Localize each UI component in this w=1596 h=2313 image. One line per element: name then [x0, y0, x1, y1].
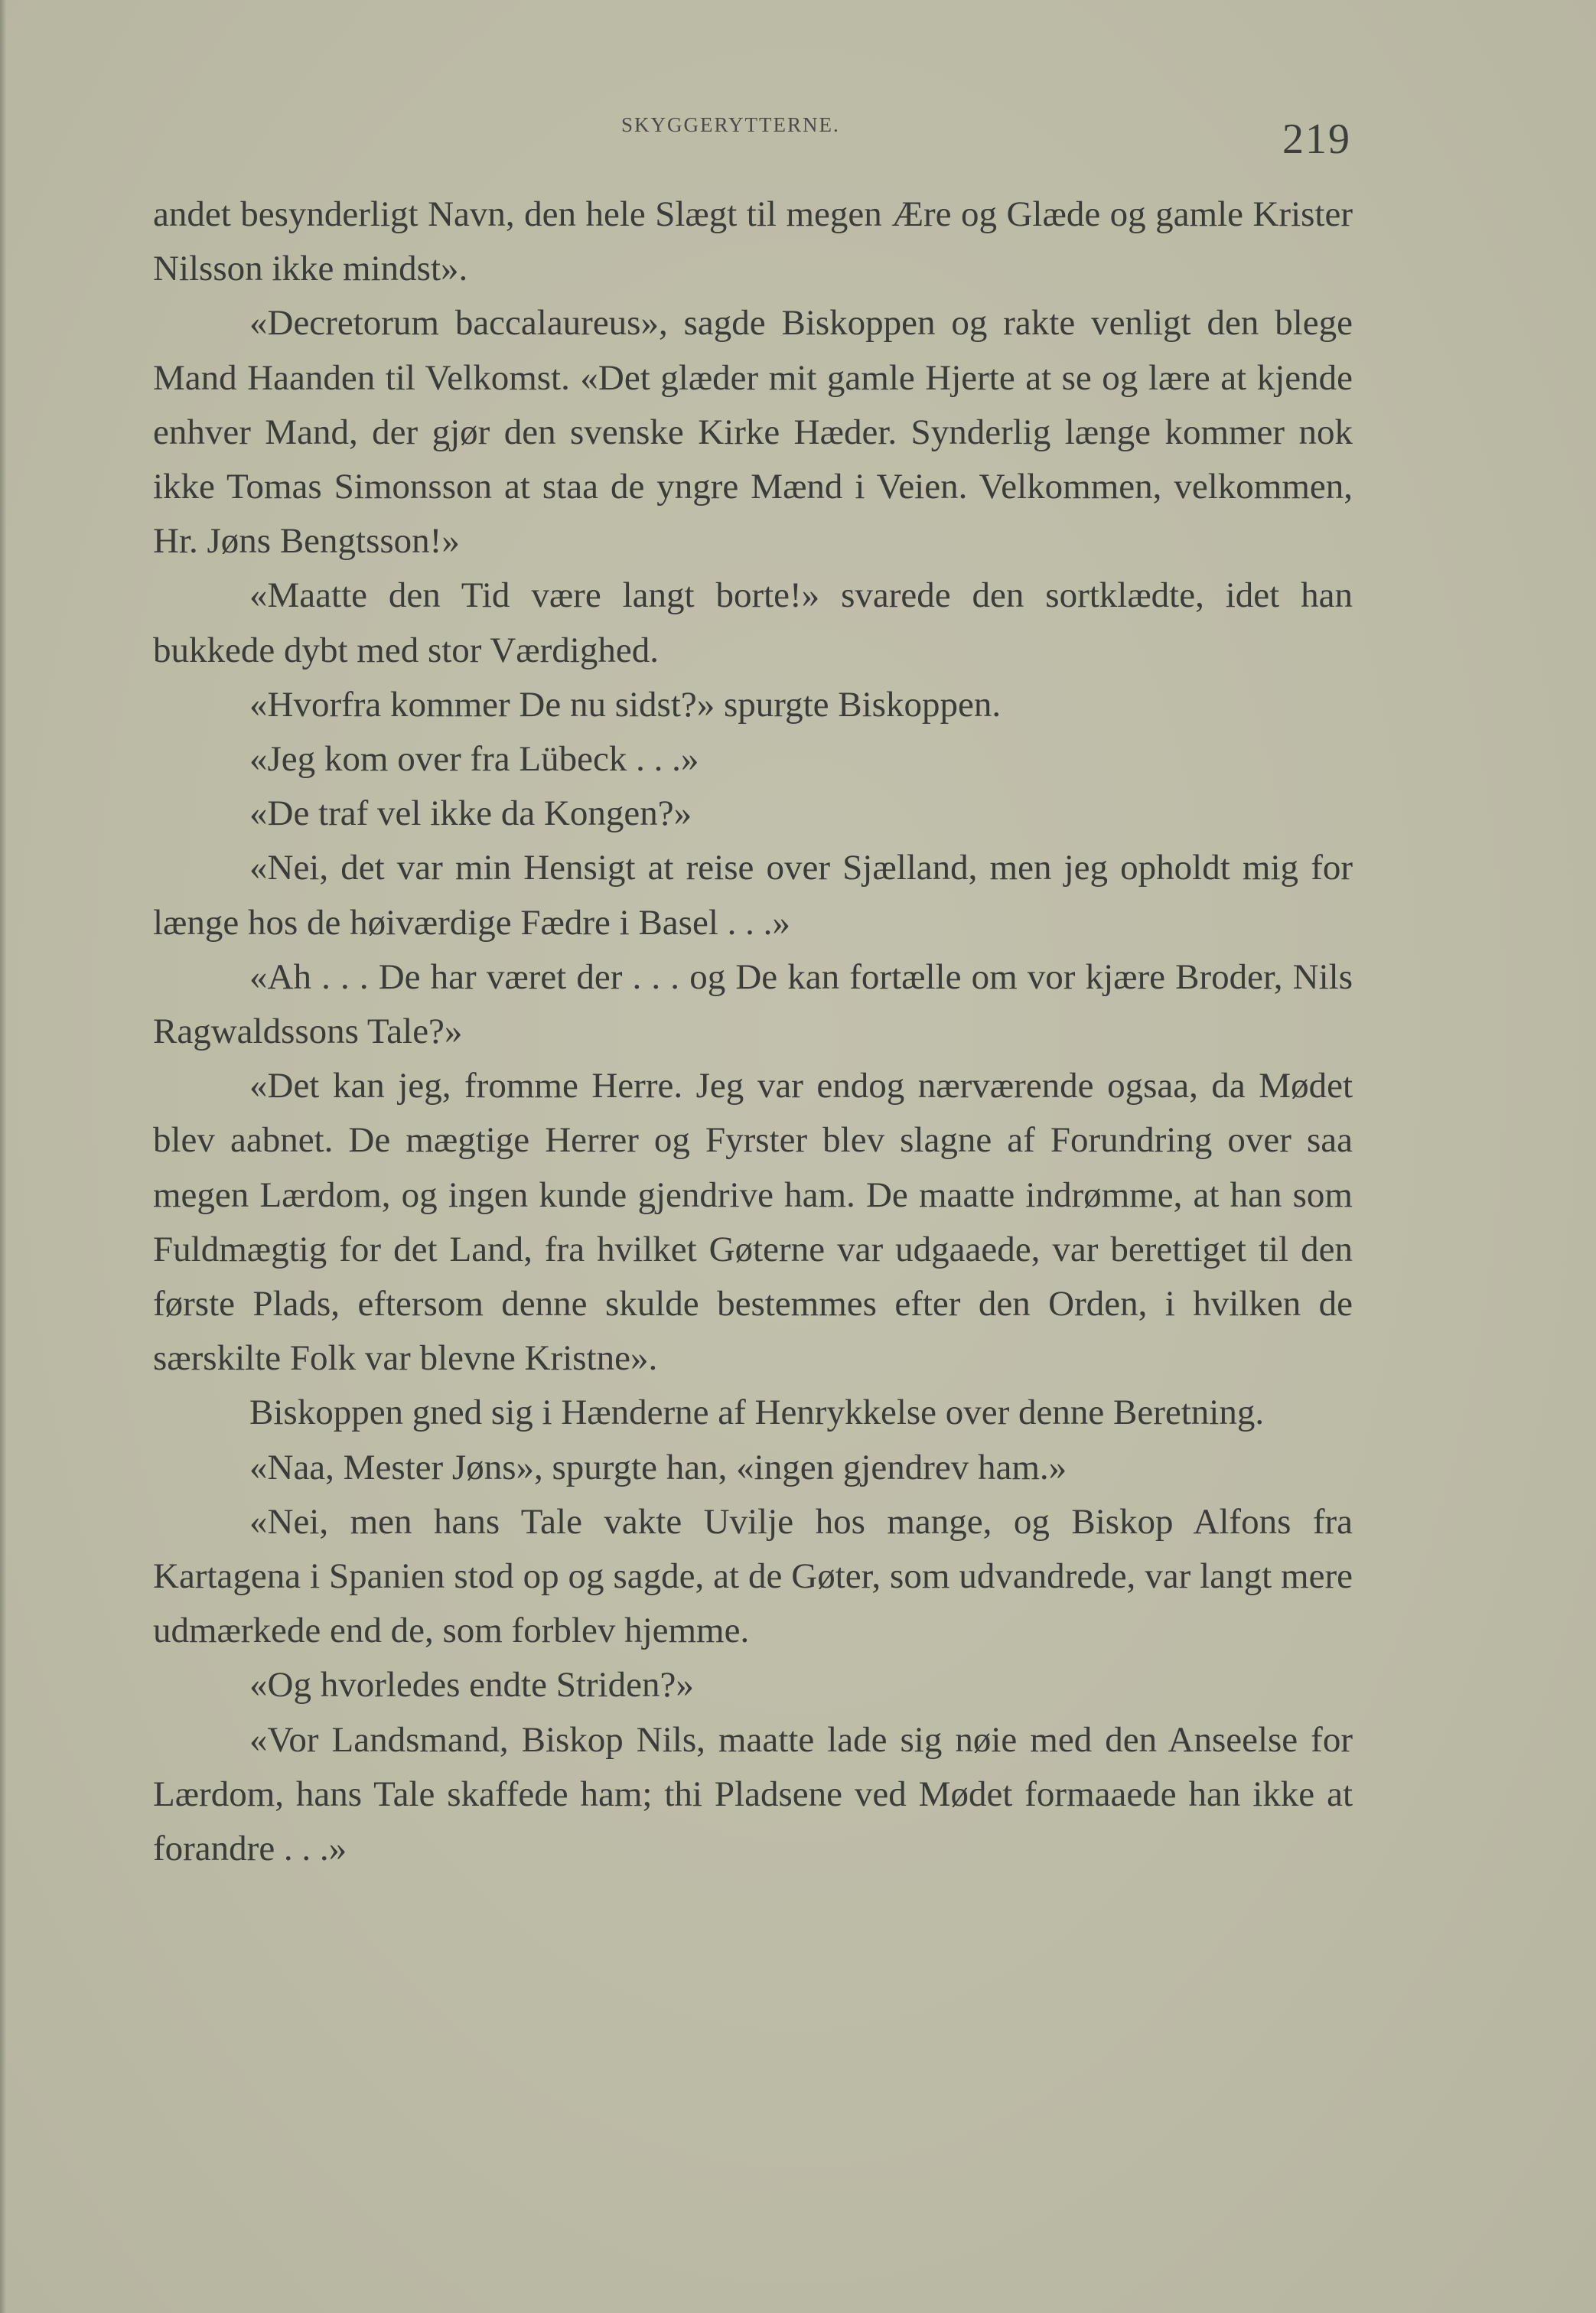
- paragraph: «Nei, men hans Tale vakte Uvilje hos mange, og Biskop Alfons fra Kartagena i Spanien stod op og sagde, at de Gøter, som udvandrede, var langt mere udmærkede end de, som forblev hjemme.: [153, 1501, 1353, 1651]
- paragraph: «Jeg kom over fra Lübeck . . .»: [249, 739, 699, 780]
- paragraph: andet besynderligt Navn, den hele Slægt til megen Ære og Glæde og gamle Krister Nilsson ikke mindst».: [153, 194, 1353, 289]
- paragraph: «Det kan jeg, fromme Herre. Jeg var endog nærværende ogsaa, da Mødet blev aabnet. De mægtige Herrer og Fyrster blev slagne af Forundring over saa megen Lærdom, og ingen kunde gjendrive ham. De maatte indrømme, at han som Fuldmægtig for det Land, fra hvilket Gøterne var udgaaede, var berettiget til den første Plads, eftersom denne skulde bestemmes efter den Orden, i hvilken de særskilte Folk var blevne Kristne».: [153, 1066, 1353, 1379]
- paragraph: «Vor Landsmand, Biskop Nils, maatte lade sig nøie med den Anseelse for Lærdom, hans Tale skaffede ham; thi Pladsene ved Mødet formaaede han ikke at forandre . . .»: [153, 1719, 1353, 1869]
- body-text: [153, 187, 1353, 1876]
- paragraph: «Ah . . . De har været der . . . og De kan fortælle om vor kjære Broder, Nils Ragwaldssons Tale?»: [153, 956, 1353, 1052]
- running-title: SKYGGERYTTERNE.: [621, 113, 840, 136]
- paragraph: «Og hvorledes endte Striden?»: [249, 1665, 694, 1705]
- paragraph: «Naa, Mester Jøns», spurgte han, «ingen gjendrev ham.»: [249, 1447, 1067, 1487]
- page-binding-edge: [0, 0, 6, 2313]
- paragraph: «Nei, det var min Hensigt at reise over Sjælland, men jeg opholdt mig for længe hos de høiværdige Fædre i Basel . . .»: [153, 848, 1353, 943]
- paragraph: «Decretorum baccalaureus», sagde Biskoppen og rakte venligt den blege Mand Haanden til Velkomst. «Det glæder mit gamle Hjerte at se og lære at kjende enhver Mand, der gjør den svenske Kirke Hæder. Synderlig længe kommer nok ikke Tomas Simonsson at staa de yngre Mænd i Veien. Velkommen, velkommen, Hr. Jøns Bengtsson!»: [153, 303, 1353, 562]
- paragraph: «Hvorfra kommer De nu sidst?» spurgte Biskoppen.: [249, 684, 1002, 725]
- paragraph: Biskoppen gned sig i Hænderne af Henrykkelse over denne Beretning.: [249, 1393, 1265, 1433]
- paragraph: «De traf vel ikke da Kongen?»: [249, 793, 692, 834]
- page-number: 219: [1282, 116, 1351, 163]
- paragraph: «Maatte den Tid være langt borte!» svarede den sortklædte, idet han bukkede dybt med stor Værdighed.: [153, 575, 1353, 670]
